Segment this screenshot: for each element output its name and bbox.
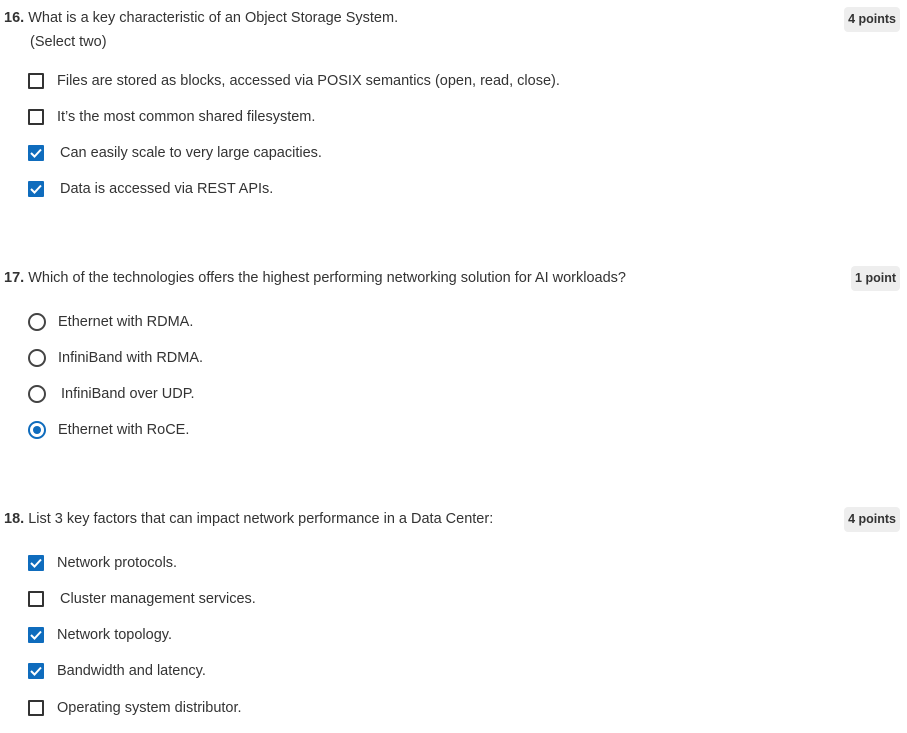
question-17 bbox=[0, 266, 907, 438]
option-q18-3[interactable] bbox=[28, 624, 172, 646]
question-text: Which of the technologies offers the highest performing networking solution for AI workloads? bbox=[28, 270, 626, 286]
option-label: Data is accessed via REST APIs. bbox=[60, 181, 274, 197]
option-q17-4[interactable] bbox=[28, 419, 189, 441]
checkbox[interactable] bbox=[28, 73, 44, 89]
checkbox[interactable] bbox=[28, 109, 44, 125]
question-number: 16. bbox=[4, 10, 25, 26]
question-subtext: (Select two) bbox=[30, 34, 107, 50]
question-title bbox=[4, 8, 398, 28]
option-q17-2[interactable] bbox=[28, 347, 203, 369]
points-badge: 1 point bbox=[851, 266, 900, 291]
option-q16-4[interactable] bbox=[28, 178, 273, 200]
checkmark-icon bbox=[30, 558, 42, 568]
checkbox[interactable] bbox=[28, 700, 44, 716]
option-label: Ethernet with RoCE. bbox=[58, 422, 190, 438]
option-q16-2[interactable] bbox=[28, 106, 315, 128]
question-number: 17. bbox=[4, 270, 25, 286]
option-label: InfiniBand with RDMA. bbox=[58, 350, 204, 366]
option-q17-3[interactable] bbox=[28, 383, 195, 405]
question-text: What is a key characteristic of an Object Storage System. bbox=[28, 10, 399, 26]
radio-button[interactable] bbox=[28, 313, 46, 331]
checkmark-icon bbox=[30, 148, 42, 158]
checkbox-checked[interactable] bbox=[28, 555, 44, 571]
option-label: Ethernet with RDMA. bbox=[58, 314, 194, 330]
question-text: List 3 key factors that can impact network performance in a Data Center: bbox=[28, 511, 494, 527]
option-label: Network protocols. bbox=[57, 555, 178, 571]
checkmark-icon bbox=[30, 666, 42, 676]
option-q16-1[interactable] bbox=[28, 70, 560, 92]
option-q16-3[interactable] bbox=[28, 142, 322, 164]
option-label: Operating system distributor. bbox=[57, 700, 242, 716]
question-title bbox=[4, 268, 626, 288]
option-q17-1[interactable] bbox=[28, 311, 193, 333]
question-header bbox=[0, 266, 907, 290]
checkbox-checked[interactable] bbox=[28, 663, 44, 679]
option-label: It’s the most common shared filesystem. bbox=[57, 109, 316, 125]
option-label: Cluster management services. bbox=[60, 591, 256, 607]
checkbox-checked[interactable] bbox=[28, 181, 44, 197]
question-16 bbox=[0, 6, 907, 197]
option-q18-4[interactable] bbox=[28, 660, 206, 682]
checkmark-icon bbox=[30, 184, 42, 194]
checkbox[interactable] bbox=[28, 591, 44, 607]
radio-button-selected[interactable] bbox=[28, 421, 46, 439]
radio-dot-icon bbox=[33, 426, 41, 434]
question-18 bbox=[0, 507, 907, 716]
option-label: Can easily scale to very large capacities. bbox=[60, 145, 322, 161]
points-badge: 4 points bbox=[844, 7, 900, 32]
option-q18-2[interactable] bbox=[28, 588, 256, 610]
option-label: Files are stored as blocks, accessed via POSIX semantics (open, read, close). bbox=[57, 73, 560, 89]
option-label: Network topology. bbox=[57, 627, 172, 643]
question-title bbox=[4, 509, 493, 529]
checkbox-checked[interactable] bbox=[28, 145, 44, 161]
option-label: Bandwidth and latency. bbox=[57, 663, 206, 679]
radio-button[interactable] bbox=[28, 349, 46, 367]
points-badge: 4 points bbox=[844, 507, 900, 532]
question-header bbox=[0, 507, 907, 531]
question-header bbox=[0, 6, 907, 30]
question-number: 18. bbox=[4, 511, 25, 527]
radio-button[interactable] bbox=[28, 385, 46, 403]
option-label: InfiniBand over UDP. bbox=[61, 386, 195, 402]
checkmark-icon bbox=[30, 630, 42, 640]
checkbox-checked[interactable] bbox=[28, 627, 44, 643]
option-q18-5[interactable] bbox=[28, 697, 242, 719]
option-q18-1[interactable] bbox=[28, 552, 177, 574]
